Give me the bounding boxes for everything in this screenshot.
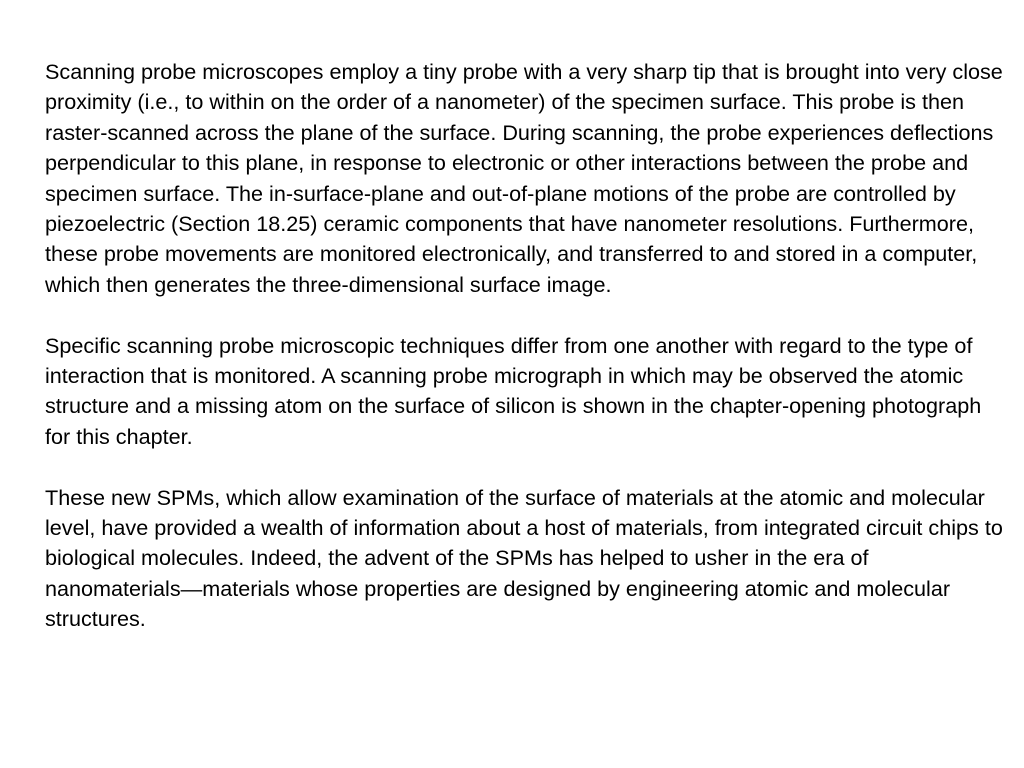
- paragraph-spm-operation: Scanning probe microscopes employ a tiny probe with a very sharp tip that is brought into very close proximity (i.e., to within on the order of a nanometer) of the specimen surface. This probe is then raster-scanned across the plane of the surface. During scanning, the probe experiences deflections perpendicular to this plane, in response to electronic or other interactions between the probe and specimen surface. The in-surface-plane and out-of-plane motions of the probe are controlled by piezoelectric (Section 18.25) ceramic components that have nanometer resolutions. Furthermore, these probe movements are monitored electronically, and transferred to and stored in a computer, which then generates the three-dimensional surface image.: [45, 59, 1003, 297]
- slide-text-body: [45, 57, 1005, 635]
- paragraph-spm-impact: These new SPMs, which allow examination of the surface of materials at the atomic and molecular level, have provided a wealth of information about a host of materials, from integrated circuit chips to biological molecules. Indeed, the advent of the SPMs has helped to usher in the era of nanomaterials—materials whose properties are designed by engineering atomic and molecular structures.: [45, 484, 1003, 632]
- paragraph-spm-techniques: Specific scanning probe microscopic techniques differ from one another with regard to the type of interaction that is monitored. A scanning probe micrograph in which may be observed the atomic structure and a missing atom on the surface of silicon is shown in the chapter-opening photograph for this chapter.: [45, 332, 982, 449]
